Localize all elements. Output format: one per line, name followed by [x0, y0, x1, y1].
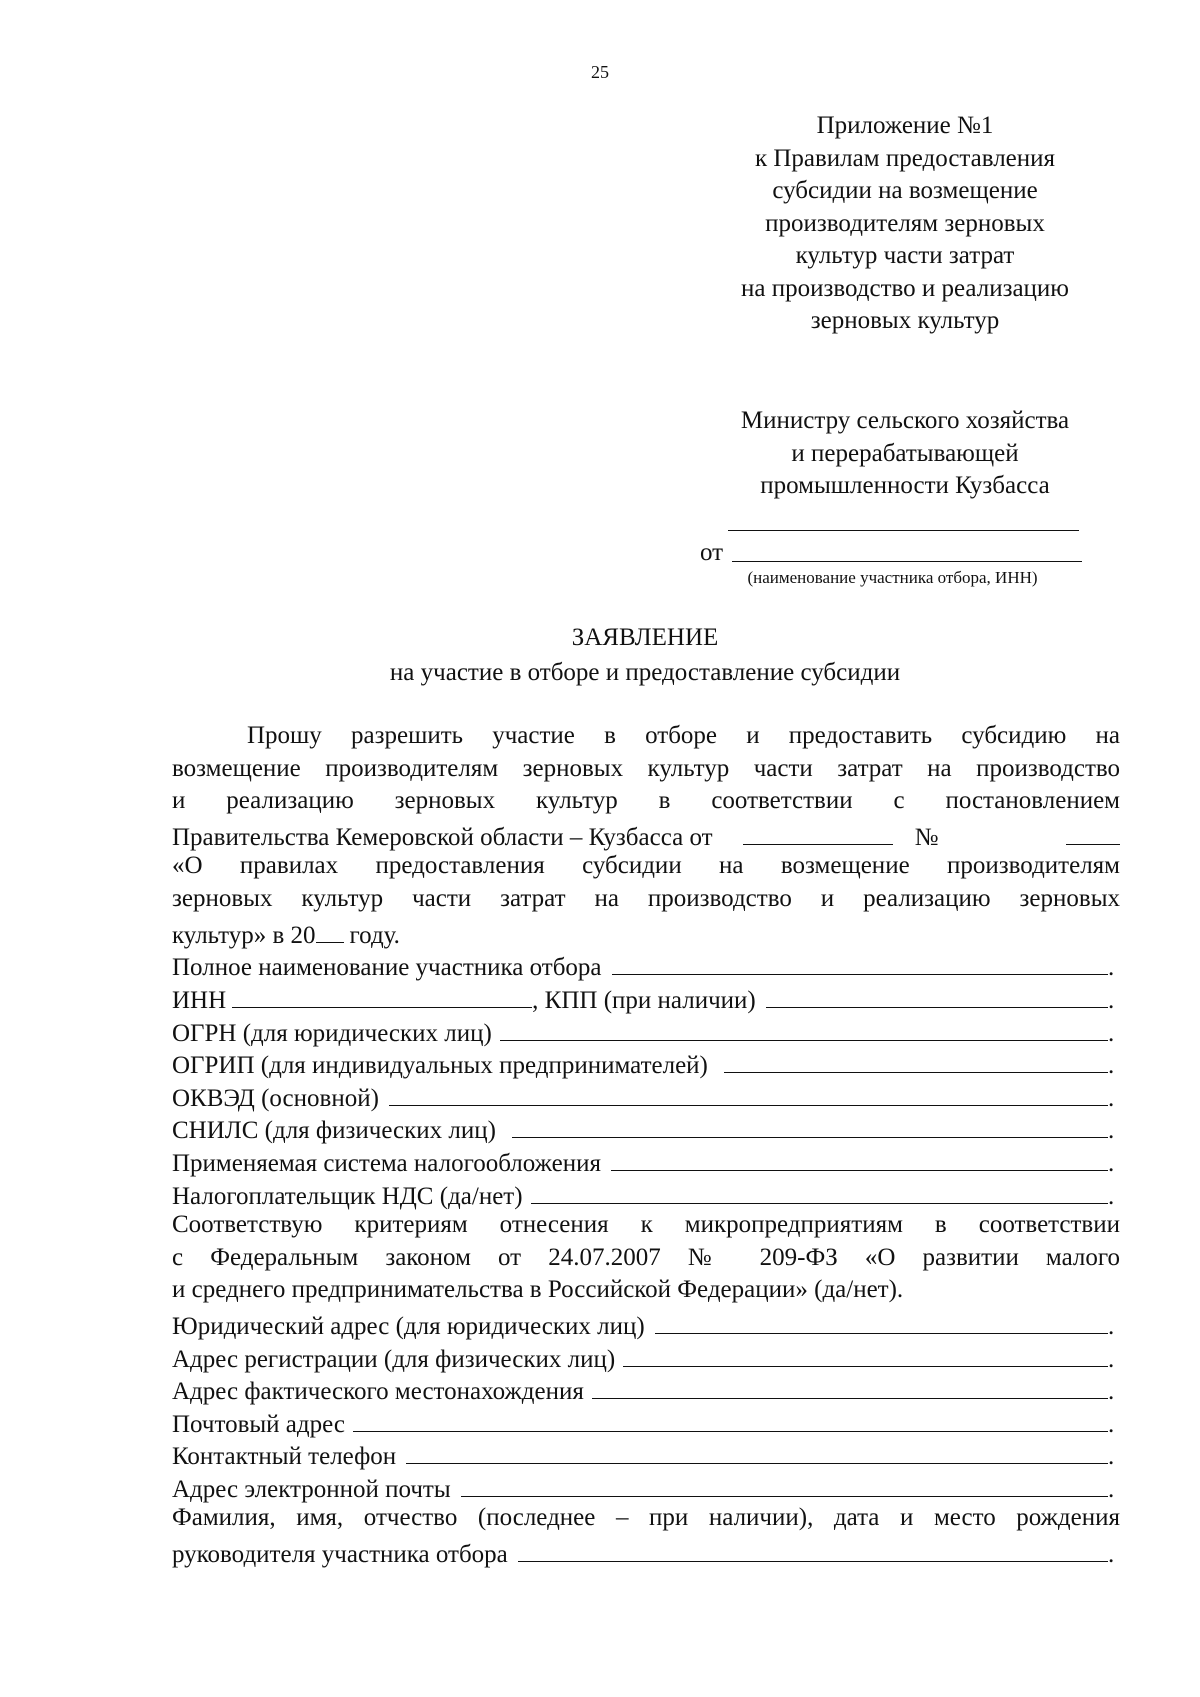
from-caption: (наименование участника отбора, ИНН)	[747, 568, 1038, 587]
field-label: Применяемая система налогообложения	[172, 1149, 601, 1177]
field-full-name	[172, 948, 1120, 981]
application-body	[172, 720, 1120, 1567]
field-inn-kpp	[172, 981, 1120, 1014]
applicant-name-blank[interactable]	[732, 561, 1082, 562]
field-label: руководителя участника отбора	[172, 1541, 508, 1569]
snils-blank[interactable]	[512, 1111, 1108, 1138]
appendix-line: зерновых культур	[810, 307, 1000, 334]
intro-line-resolution	[172, 818, 1120, 851]
field-email	[172, 1470, 1120, 1503]
field-label: Адрес регистрации (для физических лиц)	[172, 1345, 616, 1373]
field-label: , КПП (при наличии)	[532, 987, 756, 1014]
micro-enterprise-line: и среднего предпринимательства в Российской Федерации» (да/нет).	[172, 1276, 904, 1304]
field-label: Адрес электронной почты	[172, 1475, 451, 1503]
end-mark: .	[1108, 987, 1115, 1014]
field-label: Контактный телефон	[172, 1443, 397, 1471]
okved-blank[interactable]	[389, 1079, 1108, 1106]
field-ogrn	[172, 1013, 1120, 1046]
field-ogrip	[172, 1046, 1120, 1079]
field-label: Налогоплательщик НДС (да/нет)	[172, 1182, 523, 1210]
end-mark: .	[1108, 1182, 1115, 1210]
end-mark: .	[1108, 1084, 1115, 1112]
addressee-line: Министру сельского хозяйства	[740, 407, 1070, 434]
postal-address-blank[interactable]	[353, 1404, 1108, 1431]
from-label: от	[700, 539, 724, 566]
field-postal-address	[172, 1404, 1120, 1437]
appendix-line: Приложение №1	[816, 112, 994, 139]
legal-address-blank[interactable]	[655, 1307, 1108, 1334]
end-mark: .	[1108, 1443, 1115, 1471]
intro-line: зерновых культур части затрат на производство и реализацию зерновых	[172, 884, 1120, 912]
email-blank[interactable]	[461, 1470, 1108, 1497]
intro-text: культур» в 20	[172, 921, 316, 949]
intro-line: «О правилах предоставления субсидии на возмещение производителям	[172, 852, 1120, 880]
field-legal-address	[172, 1307, 1120, 1340]
intro-text: Правительства Кемеровской области – Кузбасса от	[172, 824, 713, 852]
intro-text: году.	[349, 921, 400, 949]
field-label: ИНН	[172, 987, 227, 1014]
addressee-block	[655, 405, 1155, 503]
appendix-header	[650, 110, 1160, 338]
vat-blank[interactable]	[531, 1176, 1108, 1203]
field-registration-address	[172, 1339, 1120, 1372]
appendix-line: субсидии на возмещение	[772, 177, 1038, 204]
end-mark: .	[1108, 1149, 1115, 1177]
intro-line: Прошу разрешить участие в отборе и предоставить субсидию на	[247, 722, 1120, 749]
appendix-line: культур части затрат	[795, 242, 1015, 269]
field-snils	[172, 1111, 1120, 1144]
end-mark: .	[1108, 954, 1115, 982]
field-label: ОГРИП (для индивидуальных предпринимателей)	[172, 1052, 708, 1080]
field-phone	[172, 1437, 1120, 1470]
intro-line: и реализацию зерновых культур в соответствии с постановлением	[172, 787, 1120, 815]
end-mark: .	[1108, 1019, 1115, 1047]
end-mark: .	[1108, 1312, 1115, 1340]
registration-address-blank[interactable]	[623, 1339, 1108, 1366]
field-vat	[172, 1176, 1120, 1209]
field-label: ОКВЭД (основной)	[172, 1084, 379, 1112]
field-actual-address	[172, 1372, 1120, 1405]
minister-name-blank[interactable]	[728, 530, 1079, 531]
document-title: ЗАЯВЛЕНИЕ	[571, 624, 719, 651]
end-mark: .	[1108, 1410, 1115, 1438]
year-blank[interactable]	[316, 916, 344, 943]
resolution-date-blank[interactable]	[743, 818, 893, 845]
end-mark: .	[1108, 1541, 1115, 1569]
field-label: Почтовый адрес	[172, 1410, 345, 1438]
field-label: Юридический адрес (для юридических лиц)	[172, 1312, 645, 1340]
micro-enterprise-line: с Федеральным законом от 24.07.2007 № 209-ФЗ «О развитии малого	[172, 1243, 1120, 1271]
full-name-blank[interactable]	[612, 948, 1108, 975]
micro-enterprise-line: Соответствую критериям отнесения к микропредприятиям в соответствии	[172, 1210, 1120, 1238]
head-info-blank[interactable]	[518, 1535, 1108, 1562]
end-mark: .	[1108, 1475, 1115, 1503]
appendix-line: на производство и реализацию	[740, 274, 1069, 302]
ogrn-blank[interactable]	[500, 1013, 1108, 1040]
field-label: Адрес фактического местонахождения	[172, 1378, 584, 1406]
addressee-line: и перерабатывающей	[791, 439, 1019, 467]
appendix-line: к Правилам предоставления	[754, 144, 1056, 172]
from-row	[700, 537, 1120, 569]
end-mark: .	[1108, 1117, 1115, 1145]
end-mark: .	[1108, 1378, 1115, 1406]
tax-system-blank[interactable]	[611, 1144, 1108, 1171]
ogrip-blank[interactable]	[724, 1046, 1108, 1073]
document-subtitle: на участие в отборе и предоставление субсидии	[389, 659, 901, 686]
end-mark: .	[1108, 1345, 1115, 1373]
end-mark: .	[1108, 1052, 1115, 1080]
field-head	[172, 1535, 1120, 1568]
kpp-blank[interactable]	[766, 981, 1108, 1008]
appendix-line: производителям зерновых	[765, 209, 1045, 237]
resolution-number-blank[interactable]	[1066, 818, 1120, 845]
page-number: 25	[591, 62, 609, 82]
field-label: ОГРН (для юридических лиц)	[172, 1019, 492, 1047]
number-sign: №	[914, 824, 939, 852]
field-okved	[172, 1079, 1120, 1112]
field-tax-system	[172, 1144, 1120, 1177]
field-label: Полное наименование участника отбора	[172, 954, 602, 982]
field-label: СНИЛС (для физических лиц)	[172, 1117, 496, 1145]
intro-line: возмещение производителям зерновых культур части затрат на производство	[172, 754, 1120, 782]
phone-blank[interactable]	[406, 1437, 1108, 1464]
actual-address-blank[interactable]	[592, 1372, 1108, 1399]
head-info-line: Фамилия, имя, отчество (последнее – при наличии), дата и место рождения	[172, 1504, 1120, 1532]
intro-line-year	[172, 916, 1120, 949]
addressee-line: промышленности Кузбасса	[760, 472, 1050, 499]
inn-blank[interactable]	[232, 981, 532, 1008]
